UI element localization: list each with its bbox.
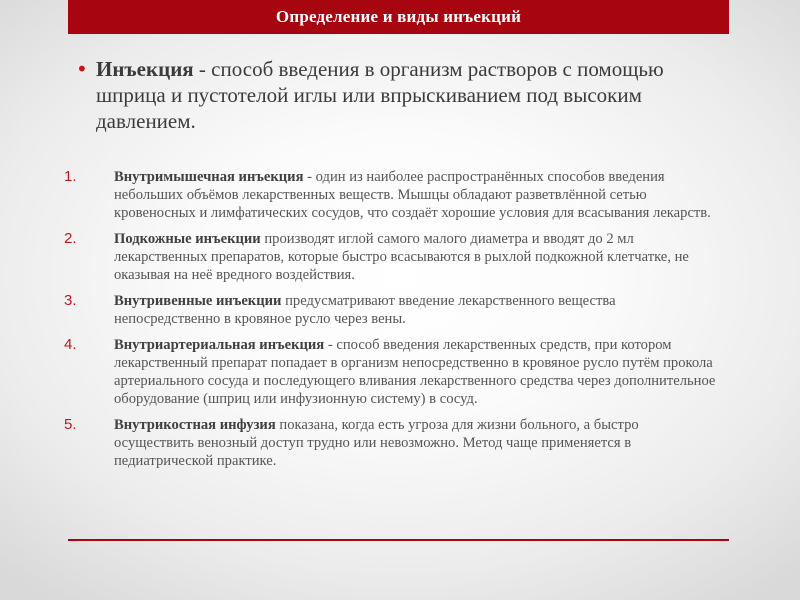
list-item-description: предусматривают введение лекарственного вещества непосредственно в кровяное русло через вены. [114,293,616,327]
list-item [64,336,724,408]
bottom-divider [68,539,729,541]
list-item-term: Внутрикостная инфузия [114,417,276,433]
list-item-term: Подкожные инъекции [114,231,261,247]
list-item-number: 2. [64,230,77,247]
list-item-text [114,292,719,328]
list-item-term: Внутривенные инъекции [114,293,282,309]
list-item-term: Внутриартериальная инъекция [114,337,325,353]
intro-definition: - способ введения в организм растворов с помощью шприца и пустотелой иглы или впрыскиванием под высоким давлением. [96,57,664,133]
list-item-number: 3. [64,292,77,309]
list-item-text [114,416,719,470]
list-item [64,230,724,284]
list-item-number: 5. [64,416,77,433]
list-item [64,292,724,328]
bullet-icon: • [76,57,88,81]
title-bar [68,0,729,34]
list-item-number: 4. [64,336,77,353]
intro-text [96,56,736,134]
injection-types-list [64,168,724,478]
list-item-description: показана, когда есть угроза для жизни больного, а быстро осуществить венозный доступ трудно или невозможно. Метод чаще применяется в педиатрической практике. [114,417,639,469]
list-item [64,416,724,470]
page-title: Определение и виды инъекций [275,7,522,26]
list-item-term: Внутримышечная инъекция [114,169,304,185]
list-item-text [114,336,719,408]
list-item-description: производят иглой самого малого диаметра и вводят до 2 мл лекарственных препаратов, которые быстро всасываются в рыхлой подкожной клетчатке, не оказывая на неё вредного воздействия. [114,231,689,283]
intro-term: Инъекция [96,57,194,81]
list-item-text [114,230,719,284]
intro-paragraph [76,56,736,134]
list-item-description: - один из наиболее распространённых способов введения небольших объёмов лекарственных веществ. Мышцы обладают разветвлённой сетью кровеносных и лимфатических сосудов, что создаёт хорошие условия для всасывания лекарств. [114,169,711,221]
list-item-description: - способ введения лекарственных средств, при котором лекарственный препарат попадает в организм непосредственно в кровяное русло путём прокола артериального сосуда и последующего вливания лекарственного средства через дополнительное оборудование (шприц или инфузионную систему) в сосуд. [114,337,716,407]
list-item [64,168,724,222]
list-item-number: 1. [64,168,77,185]
list-item-text [114,168,719,222]
